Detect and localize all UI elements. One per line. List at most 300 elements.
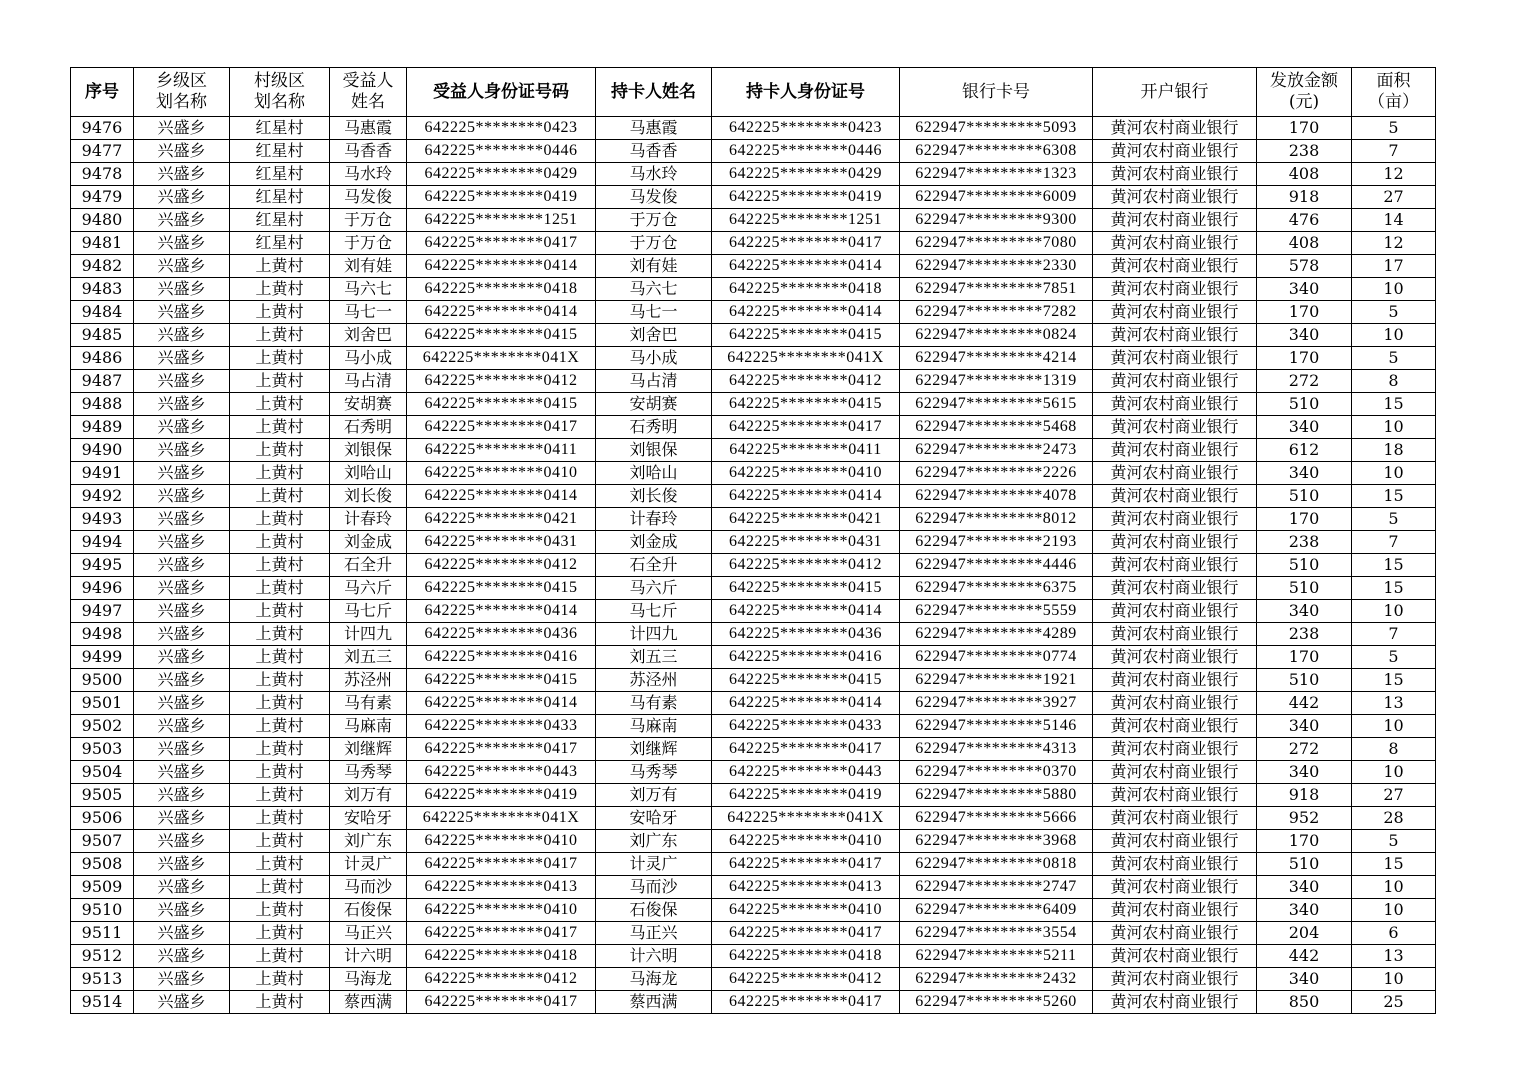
cell-bank-card: 622947*********5093 [900, 117, 1093, 140]
cell-cardholder-id: 642225********0433 [712, 715, 900, 738]
cell-village: 红星村 [230, 232, 330, 255]
cell-bank-card: 622947*********0774 [900, 646, 1093, 669]
cell-bank-card: 622947*********5211 [900, 945, 1093, 968]
table-row [71, 853, 1436, 876]
table-row [71, 278, 1436, 301]
cell-bank-card: 622947*********7080 [900, 232, 1093, 255]
cell-area: 15 [1352, 485, 1436, 508]
cell-cardholder-name: 马海龙 [596, 968, 712, 991]
cell-beneficiary-id: 642225********0414 [407, 600, 596, 623]
cell-bank-card: 622947*********4289 [900, 623, 1093, 646]
table-body [71, 117, 1436, 1014]
cell-bank: 黄河农村商业银行 [1093, 462, 1257, 485]
cell-amount: 408 [1257, 163, 1352, 186]
cell-index: 9514 [71, 991, 134, 1014]
cell-beneficiary-name: 刘广东 [330, 830, 407, 853]
cell-amount: 340 [1257, 462, 1352, 485]
cell-cardholder-id: 642225********0419 [712, 784, 900, 807]
cell-area: 10 [1352, 324, 1436, 347]
cell-cardholder-id: 642225********0412 [712, 370, 900, 393]
cell-beneficiary-name: 马占清 [330, 370, 407, 393]
cell-area: 10 [1352, 876, 1436, 899]
cell-beneficiary-id: 642225********0446 [407, 140, 596, 163]
cell-index: 9480 [71, 209, 134, 232]
cell-amount: 170 [1257, 508, 1352, 531]
cell-cardholder-name: 马发俊 [596, 186, 712, 209]
cell-cardholder-id: 642225********0418 [712, 945, 900, 968]
cell-beneficiary-name: 马七一 [330, 301, 407, 324]
cell-area: 14 [1352, 209, 1436, 232]
cell-area: 15 [1352, 853, 1436, 876]
table-row [71, 554, 1436, 577]
cell-beneficiary-name: 安胡赛 [330, 393, 407, 416]
cell-bank: 黄河农村商业银行 [1093, 784, 1257, 807]
cell-beneficiary-id: 642225********0413 [407, 876, 596, 899]
cell-village: 上黄村 [230, 370, 330, 393]
cell-cardholder-name: 石全升 [596, 554, 712, 577]
table-row [71, 899, 1436, 922]
cell-area: 5 [1352, 508, 1436, 531]
cell-amount: 578 [1257, 255, 1352, 278]
cell-beneficiary-id: 642225********041X [407, 807, 596, 830]
table-row [71, 646, 1436, 669]
cell-bank-card: 622947*********6308 [900, 140, 1093, 163]
subsidy-table [70, 67, 1436, 1014]
cell-beneficiary-id: 642225********0417 [407, 416, 596, 439]
cell-village: 上黄村 [230, 922, 330, 945]
table-row [71, 669, 1436, 692]
cell-township: 兴盛乡 [134, 945, 230, 968]
table-row [71, 393, 1436, 416]
cell-bank-card: 622947*********5615 [900, 393, 1093, 416]
cell-village: 上黄村 [230, 485, 330, 508]
cell-cardholder-name: 计灵广 [596, 853, 712, 876]
cell-index: 9499 [71, 646, 134, 669]
cell-beneficiary-name: 于万仓 [330, 232, 407, 255]
cell-index: 9484 [71, 301, 134, 324]
table-row [71, 117, 1436, 140]
cell-beneficiary-id: 642225********0417 [407, 991, 596, 1014]
cell-area: 10 [1352, 462, 1436, 485]
table-row [71, 738, 1436, 761]
cell-amount: 442 [1257, 692, 1352, 715]
cell-bank-card: 622947*********2473 [900, 439, 1093, 462]
cell-index: 9489 [71, 416, 134, 439]
cell-bank-card: 622947*********2226 [900, 462, 1093, 485]
cell-township: 兴盛乡 [134, 301, 230, 324]
cell-township: 兴盛乡 [134, 968, 230, 991]
table-row [71, 991, 1436, 1014]
cell-village: 上黄村 [230, 462, 330, 485]
cell-area: 7 [1352, 140, 1436, 163]
cell-bank: 黄河农村商业银行 [1093, 209, 1257, 232]
cell-bank-card: 622947*********6375 [900, 577, 1093, 600]
table-row [71, 232, 1436, 255]
cell-beneficiary-id: 642225********0415 [407, 669, 596, 692]
header-cardholder-id: 持卡人身份证号 [712, 68, 900, 117]
table-row [71, 439, 1436, 462]
cell-bank: 黄河农村商业银行 [1093, 830, 1257, 853]
cell-index: 9497 [71, 600, 134, 623]
cell-village: 上黄村 [230, 807, 330, 830]
cell-area: 15 [1352, 577, 1436, 600]
cell-township: 兴盛乡 [134, 508, 230, 531]
cell-area: 10 [1352, 968, 1436, 991]
cell-cardholder-name: 计春玲 [596, 508, 712, 531]
table-row [71, 945, 1436, 968]
cell-beneficiary-id: 642225********0433 [407, 715, 596, 738]
header-index: 序号 [71, 68, 134, 117]
cell-index: 9477 [71, 140, 134, 163]
cell-cardholder-id: 642225********0415 [712, 324, 900, 347]
table-row [71, 784, 1436, 807]
header-bank-card: 银行卡号 [900, 68, 1093, 117]
table-row [71, 623, 1436, 646]
cell-village: 上黄村 [230, 876, 330, 899]
cell-bank-card: 622947*********3554 [900, 922, 1093, 945]
cell-bank: 黄河农村商业银行 [1093, 370, 1257, 393]
cell-beneficiary-id: 642225********0412 [407, 968, 596, 991]
cell-index: 9481 [71, 232, 134, 255]
table-row [71, 531, 1436, 554]
cell-township: 兴盛乡 [134, 232, 230, 255]
cell-village: 红星村 [230, 140, 330, 163]
cell-beneficiary-name: 刘舍巴 [330, 324, 407, 347]
cell-cardholder-id: 642225********0443 [712, 761, 900, 784]
cell-beneficiary-id: 642225********0429 [407, 163, 596, 186]
cell-index: 9493 [71, 508, 134, 531]
cell-amount: 170 [1257, 117, 1352, 140]
cell-cardholder-name: 马水玲 [596, 163, 712, 186]
cell-cardholder-id: 642225********0423 [712, 117, 900, 140]
cell-amount: 340 [1257, 715, 1352, 738]
cell-index: 9500 [71, 669, 134, 692]
cell-township: 兴盛乡 [134, 485, 230, 508]
cell-beneficiary-id: 642225********0418 [407, 278, 596, 301]
cell-cardholder-id: 642225********0414 [712, 692, 900, 715]
cell-village: 上黄村 [230, 945, 330, 968]
cell-amount: 170 [1257, 301, 1352, 324]
cell-village: 上黄村 [230, 784, 330, 807]
cell-beneficiary-id: 642225********0415 [407, 324, 596, 347]
header-township: 乡级区 划名称 [134, 68, 230, 117]
cell-area: 28 [1352, 807, 1436, 830]
cell-village: 上黄村 [230, 646, 330, 669]
cell-village: 红星村 [230, 117, 330, 140]
cell-cardholder-name: 刘继辉 [596, 738, 712, 761]
cell-amount: 272 [1257, 738, 1352, 761]
cell-amount: 340 [1257, 968, 1352, 991]
table-row [71, 600, 1436, 623]
cell-cardholder-name: 马七一 [596, 301, 712, 324]
cell-amount: 476 [1257, 209, 1352, 232]
table-row [71, 163, 1436, 186]
cell-beneficiary-name: 计六明 [330, 945, 407, 968]
cell-cardholder-id: 642225********0417 [712, 991, 900, 1014]
table-row [71, 347, 1436, 370]
cell-bank-card: 622947*********2747 [900, 876, 1093, 899]
cell-cardholder-name: 马香香 [596, 140, 712, 163]
cell-village: 上黄村 [230, 600, 330, 623]
cell-amount: 170 [1257, 830, 1352, 853]
cell-township: 兴盛乡 [134, 531, 230, 554]
cell-cardholder-name: 石秀明 [596, 416, 712, 439]
cell-area: 10 [1352, 761, 1436, 784]
cell-cardholder-id: 642225********0410 [712, 830, 900, 853]
cell-bank: 黄河农村商业银行 [1093, 853, 1257, 876]
cell-township: 兴盛乡 [134, 186, 230, 209]
cell-beneficiary-id: 642225********0414 [407, 255, 596, 278]
cell-beneficiary-name: 马惠霞 [330, 117, 407, 140]
cell-cardholder-id: 642225********0410 [712, 462, 900, 485]
cell-village: 上黄村 [230, 577, 330, 600]
table-row [71, 807, 1436, 830]
cell-cardholder-id: 642225********041X [712, 347, 900, 370]
table-row [71, 968, 1436, 991]
cell-township: 兴盛乡 [134, 140, 230, 163]
cell-beneficiary-id: 642225********0414 [407, 301, 596, 324]
cell-area: 5 [1352, 301, 1436, 324]
cell-beneficiary-name: 马秀琴 [330, 761, 407, 784]
cell-township: 兴盛乡 [134, 255, 230, 278]
cell-beneficiary-name: 马发俊 [330, 186, 407, 209]
cell-cardholder-id: 642225********0414 [712, 600, 900, 623]
cell-cardholder-id: 642225********0414 [712, 255, 900, 278]
cell-area: 5 [1352, 347, 1436, 370]
cell-cardholder-id: 642225********0417 [712, 738, 900, 761]
cell-area: 6 [1352, 922, 1436, 945]
cell-amount: 510 [1257, 853, 1352, 876]
cell-cardholder-id: 642225********0415 [712, 577, 900, 600]
cell-cardholder-name: 马秀琴 [596, 761, 712, 784]
cell-village: 上黄村 [230, 761, 330, 784]
cell-amount: 340 [1257, 600, 1352, 623]
cell-beneficiary-id: 642225********0431 [407, 531, 596, 554]
cell-amount: 918 [1257, 784, 1352, 807]
cell-beneficiary-name: 马香香 [330, 140, 407, 163]
cell-index: 9510 [71, 899, 134, 922]
cell-beneficiary-name: 刘有娃 [330, 255, 407, 278]
cell-cardholder-name: 苏泾州 [596, 669, 712, 692]
cell-cardholder-name: 计四九 [596, 623, 712, 646]
cell-amount: 170 [1257, 646, 1352, 669]
cell-beneficiary-name: 刘哈山 [330, 462, 407, 485]
cell-amount: 408 [1257, 232, 1352, 255]
cell-bank-card: 622947*********1921 [900, 669, 1093, 692]
cell-cardholder-id: 642225********0413 [712, 876, 900, 899]
cell-bank-card: 622947*********6009 [900, 186, 1093, 209]
cell-cardholder-name: 刘五三 [596, 646, 712, 669]
table-row [71, 140, 1436, 163]
cell-beneficiary-id: 642225********0410 [407, 899, 596, 922]
cell-beneficiary-id: 642225********0419 [407, 784, 596, 807]
cell-village: 上黄村 [230, 416, 330, 439]
cell-beneficiary-id: 642225********0412 [407, 554, 596, 577]
cell-village: 上黄村 [230, 830, 330, 853]
cell-cardholder-name: 蔡西满 [596, 991, 712, 1014]
table-row [71, 715, 1436, 738]
cell-amount: 952 [1257, 807, 1352, 830]
cell-township: 兴盛乡 [134, 324, 230, 347]
cell-township: 兴盛乡 [134, 163, 230, 186]
cell-beneficiary-id: 642225********0412 [407, 370, 596, 393]
cell-beneficiary-name: 刘银保 [330, 439, 407, 462]
cell-bank-card: 622947*********3968 [900, 830, 1093, 853]
table-row [71, 577, 1436, 600]
cell-cardholder-id: 642225********0446 [712, 140, 900, 163]
cell-village: 上黄村 [230, 715, 330, 738]
cell-cardholder-name: 安哈牙 [596, 807, 712, 830]
cell-beneficiary-name: 马有素 [330, 692, 407, 715]
cell-bank: 黄河农村商业银行 [1093, 945, 1257, 968]
cell-beneficiary-id: 642225********0410 [407, 462, 596, 485]
cell-area: 7 [1352, 623, 1436, 646]
cell-index: 9492 [71, 485, 134, 508]
cell-beneficiary-id: 642225********0414 [407, 692, 596, 715]
cell-cardholder-name: 于万仓 [596, 232, 712, 255]
cell-cardholder-id: 642225********041X [712, 807, 900, 830]
cell-township: 兴盛乡 [134, 922, 230, 945]
cell-bank: 黄河农村商业银行 [1093, 761, 1257, 784]
cell-township: 兴盛乡 [134, 623, 230, 646]
table-row [71, 255, 1436, 278]
cell-cardholder-id: 642225********0412 [712, 554, 900, 577]
cell-bank-card: 622947*********5468 [900, 416, 1093, 439]
cell-beneficiary-name: 马麻南 [330, 715, 407, 738]
cell-cardholder-name: 马惠霞 [596, 117, 712, 140]
cell-cardholder-id: 642225********0417 [712, 232, 900, 255]
cell-beneficiary-name: 石俊保 [330, 899, 407, 922]
cell-cardholder-id: 642225********0417 [712, 416, 900, 439]
cell-village: 红星村 [230, 163, 330, 186]
cell-beneficiary-name: 马正兴 [330, 922, 407, 945]
cell-area: 12 [1352, 163, 1436, 186]
cell-bank: 黄河农村商业银行 [1093, 255, 1257, 278]
cell-bank: 黄河农村商业银行 [1093, 278, 1257, 301]
cell-index: 9496 [71, 577, 134, 600]
table-row [71, 830, 1436, 853]
cell-township: 兴盛乡 [134, 554, 230, 577]
cell-amount: 510 [1257, 485, 1352, 508]
cell-bank: 黄河农村商业银行 [1093, 301, 1257, 324]
cell-beneficiary-id: 642225********0423 [407, 117, 596, 140]
header-amount: 发放金额 (元) [1257, 68, 1352, 117]
header-beneficiary-name: 受益人 姓名 [330, 68, 407, 117]
cell-village: 上黄村 [230, 278, 330, 301]
cell-index: 9487 [71, 370, 134, 393]
cell-bank-card: 622947*********5880 [900, 784, 1093, 807]
cell-amount: 918 [1257, 186, 1352, 209]
cell-beneficiary-name: 马而沙 [330, 876, 407, 899]
cell-index: 9506 [71, 807, 134, 830]
cell-bank: 黄河农村商业银行 [1093, 117, 1257, 140]
header-bank: 开户银行 [1093, 68, 1257, 117]
cell-index: 9502 [71, 715, 134, 738]
cell-bank: 黄河农村商业银行 [1093, 807, 1257, 830]
cell-area: 13 [1352, 692, 1436, 715]
cell-township: 兴盛乡 [134, 876, 230, 899]
cell-beneficiary-id: 642225********0410 [407, 830, 596, 853]
cell-beneficiary-name: 石全升 [330, 554, 407, 577]
cell-beneficiary-id: 642225********0414 [407, 485, 596, 508]
cell-village: 红星村 [230, 186, 330, 209]
cell-amount: 850 [1257, 991, 1352, 1014]
cell-bank-card: 622947*********5666 [900, 807, 1093, 830]
cell-cardholder-id: 642225********0416 [712, 646, 900, 669]
cell-village: 上黄村 [230, 899, 330, 922]
cell-index: 9488 [71, 393, 134, 416]
cell-beneficiary-id: 642225********0419 [407, 186, 596, 209]
cell-cardholder-name: 刘长俊 [596, 485, 712, 508]
cell-amount: 340 [1257, 876, 1352, 899]
cell-cardholder-name: 马七斤 [596, 600, 712, 623]
cell-area: 18 [1352, 439, 1436, 462]
cell-bank: 黄河农村商业银行 [1093, 968, 1257, 991]
cell-village: 上黄村 [230, 853, 330, 876]
cell-beneficiary-name: 计四九 [330, 623, 407, 646]
cell-beneficiary-id: 642225********0417 [407, 738, 596, 761]
cell-cardholder-id: 642225********0431 [712, 531, 900, 554]
cell-area: 10 [1352, 715, 1436, 738]
cell-bank-card: 622947*********7851 [900, 278, 1093, 301]
cell-amount: 612 [1257, 439, 1352, 462]
cell-cardholder-name: 马占清 [596, 370, 712, 393]
cell-amount: 510 [1257, 554, 1352, 577]
cell-cardholder-id: 642225********1251 [712, 209, 900, 232]
cell-index: 9486 [71, 347, 134, 370]
cell-bank: 黄河农村商业银行 [1093, 232, 1257, 255]
table-row [71, 370, 1436, 393]
table-header-row [71, 68, 1436, 117]
cell-beneficiary-name: 马水玲 [330, 163, 407, 186]
cell-bank-card: 622947*********5146 [900, 715, 1093, 738]
cell-cardholder-id: 642225********0429 [712, 163, 900, 186]
cell-cardholder-name: 马小成 [596, 347, 712, 370]
cell-beneficiary-name: 石秀明 [330, 416, 407, 439]
cell-bank: 黄河农村商业银行 [1093, 692, 1257, 715]
cell-beneficiary-id: 642225********1251 [407, 209, 596, 232]
cell-amount: 272 [1257, 370, 1352, 393]
table-row [71, 485, 1436, 508]
cell-bank: 黄河农村商业银行 [1093, 163, 1257, 186]
cell-bank: 黄河农村商业银行 [1093, 324, 1257, 347]
cell-cardholder-name: 石俊保 [596, 899, 712, 922]
cell-index: 9490 [71, 439, 134, 462]
cell-bank-card: 622947*********1323 [900, 163, 1093, 186]
cell-cardholder-id: 642225********0417 [712, 853, 900, 876]
cell-area: 5 [1352, 646, 1436, 669]
cell-bank-card: 622947*********1319 [900, 370, 1093, 393]
cell-bank-card: 622947*********4446 [900, 554, 1093, 577]
cell-township: 兴盛乡 [134, 738, 230, 761]
cell-township: 兴盛乡 [134, 577, 230, 600]
cell-bank: 黄河农村商业银行 [1093, 186, 1257, 209]
cell-township: 兴盛乡 [134, 899, 230, 922]
table-row [71, 922, 1436, 945]
cell-bank: 黄河农村商业银行 [1093, 508, 1257, 531]
cell-bank-card: 622947*********5260 [900, 991, 1093, 1014]
cell-beneficiary-id: 642225********0418 [407, 945, 596, 968]
cell-cardholder-id: 642225********0419 [712, 186, 900, 209]
cell-bank: 黄河农村商业银行 [1093, 554, 1257, 577]
cell-bank-card: 622947*********9300 [900, 209, 1093, 232]
cell-index: 9476 [71, 117, 134, 140]
cell-beneficiary-name: 计灵广 [330, 853, 407, 876]
cell-bank-card: 622947*********2432 [900, 968, 1093, 991]
cell-cardholder-id: 642225********0421 [712, 508, 900, 531]
cell-village: 上黄村 [230, 669, 330, 692]
cell-cardholder-id: 642225********0436 [712, 623, 900, 646]
